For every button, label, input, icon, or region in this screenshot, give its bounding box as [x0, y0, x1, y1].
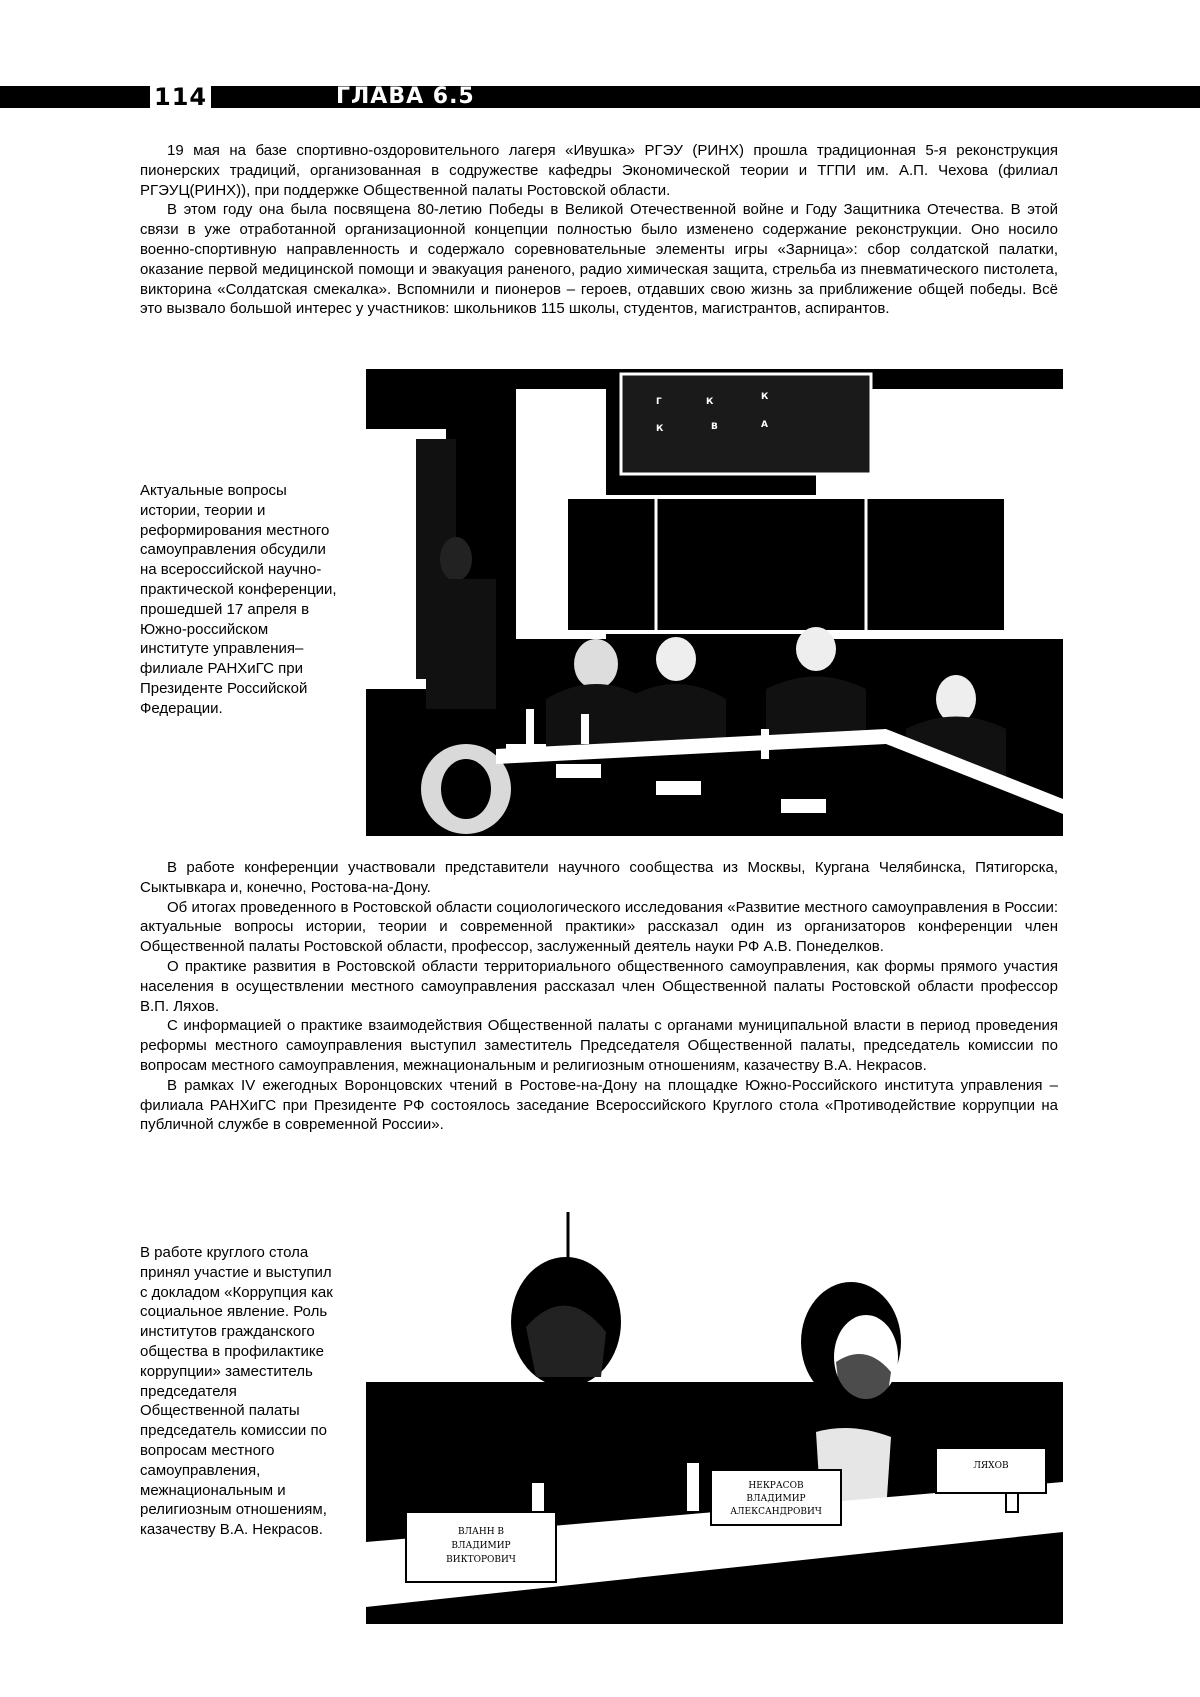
- screen-letter: Г: [656, 397, 662, 407]
- screen-letter: К: [706, 397, 714, 407]
- photo-caption-conference: Актуальные вопросы истории, теории и реформирования местного самоуправления обсудили на всероссийской научно-практической конференции, прошедшей 17 апреля в Южно-российском институте управления–филиале РАНХиГС при Президенте Российской Федерации.: [140, 482, 337, 717]
- paragraph: О практике развития в Ростовской области территориального общественного самоуправления, как формы прямого участия населения в осуществлении местного самоуправления рассказал член Общественной палаты Ростовской области профессор В.П. Ляхов.: [140, 957, 1058, 1015]
- body-text: [140, 858, 1058, 1135]
- nameplate-line: ВИКТОРОВИЧ: [446, 1555, 516, 1565]
- paragraph: Об итогах проведенного в Ростовской области социологического исследования «Развитие местного самоуправления в России: актуальные вопросы истории, теории и современной практики» рассказал один из организаторов конференции член Общественной палаты Ростовской области, профессор, заслуженный деятель науки РФ А.В. Понеделков.: [140, 898, 1058, 956]
- screen-letter: К: [761, 392, 769, 402]
- conference-photo: [366, 369, 1063, 836]
- page-number: 114: [150, 84, 211, 110]
- screen-letter: А: [761, 420, 768, 430]
- paragraph: В рамках IV ежегодных Воронцовских чтений в Ростове-на-Дону на площадке Южно-Российского института управления – филиала РАНХиГС при Президенте РФ состоялось заседание Всероссийского Круглого стола «Противодействие коррупции на публичной службе в современной России».: [140, 1076, 1058, 1134]
- paragraph: В работе конференции участвовали представители научного сообщества из Москвы, Кургана Челябинска, Пятигорска, Сыктывкара и, конечно, Ростова-на-Дону.: [140, 859, 1058, 896]
- chapter-title: ГЛАВА 6.5: [336, 84, 475, 109]
- nameplate-line: АЛЕКСАНДРОВИЧ: [730, 1507, 822, 1517]
- nameplate-line: ВЛАДИМИР: [746, 1494, 806, 1504]
- paragraph: 19 мая на базе спортивно-оздоровительного лагеря «Ивушка» РГЭУ (РИНХ) прошла традиционная 5-я реконструкция пионерских традиций, организованная в содружестве кафедры Экономической теории и ТГПИ им. А.П. Чехова (филиал РГЭУЦ(РИНХ)), при поддержке Общественной палаты Ростовской области.: [140, 142, 1058, 199]
- paragraph: В этом году она была посвящена 80-летию Победы в Великой Отечественной войне и Году Защитника Отечества. В этой связи в уже отработанной организационной концепции полностью было изменено содержание реконструкции. Оно носило военно-спортивную направленность и содержало соревновательные элементы игры «Зарница»: сбор солдатской палатки, оказание первой медицинской помощи и эвакуация раненого, радио химическая защита, стрельба из пневматического пистолета, викторина «Солдатская смекалка». Вспомнили и пионеров – героев, отдавших свою жизнь за приближение общей победы. Всё это вызвало большой интерес у участников: школьников 115 школы, студентов, магистрантов, аспирантов.: [140, 201, 1058, 318]
- nameplate-line: ВЛАНН В: [457, 1527, 505, 1537]
- screen-letter: К: [656, 424, 664, 434]
- nameplate-line: НЕКРАСОВ: [748, 1481, 804, 1491]
- nameplate-line: ЛЯХОВ: [973, 1461, 1009, 1471]
- screen-letter: В: [711, 422, 718, 432]
- photo-caption-roundtable: В работе круглого стола принял участие и выступил с докладом «Коррупция как социальное явление. Роль институтов гражданского общества в профилактике коррупции» заместитель председателя Общественной палаты председатель комиссии по вопросам местного самоуправления, межнациональным и религиозным отношениям, казачеству В.А. Некрасов.: [140, 1244, 333, 1539]
- intro-text: [140, 141, 1058, 319]
- paragraph: С информацией о практике взаимодействия Общественной палаты с органами муниципальной власти в период проведения реформы местного самоуправления выступил заместитель Председателя Общественной палаты, председатель комиссии по вопросам местного самоуправления, межнациональным и религиозным отношениям, казачеству В.А. Некрасов.: [140, 1017, 1058, 1074]
- roundtable-photo: [366, 1212, 1063, 1624]
- nameplate-line: ВЛАДИМИР: [451, 1541, 511, 1551]
